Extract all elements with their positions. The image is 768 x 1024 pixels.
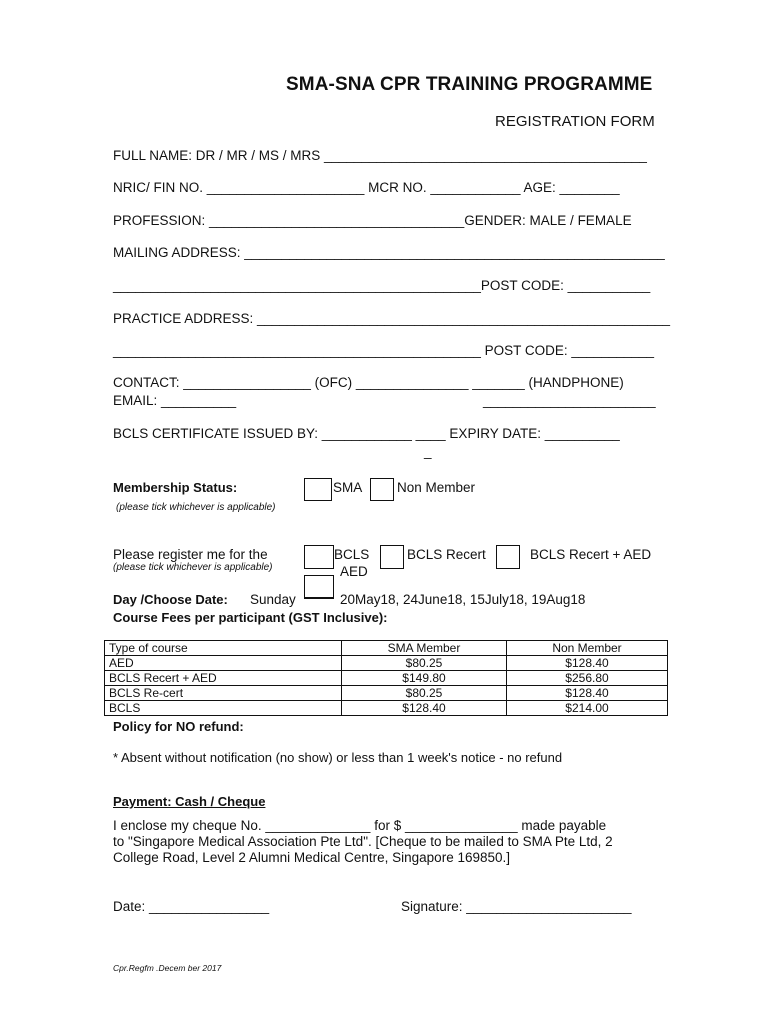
table-cell: $214.00	[507, 701, 668, 716]
table-cell: $128.40	[507, 656, 668, 671]
table-row	[105, 701, 668, 716]
table-cell: $149.80	[342, 671, 507, 686]
payment-line-3: College Road, Level 2 Alumni Medical Centre, Singapore 169850.]	[113, 850, 510, 865]
practice-postcode-field[interactable]: _________________________________________________ POST CODE: ___________	[113, 343, 655, 358]
payment-line-1[interactable]: I enclose my cheque No. ______________ for $ _______________ made payable	[113, 818, 607, 833]
mailing-postcode-field[interactable]: _________________________________________________POST CODE: ___________	[113, 278, 651, 293]
table-cell: $128.40	[342, 701, 507, 716]
contact-field[interactable]: CONTACT: _________________ (OFC) _______________ _______ (HANDPHONE)	[113, 375, 624, 390]
sma-checkbox[interactable]	[304, 478, 332, 501]
full-name-field[interactable]: FULL NAME: DR / MR / MS / MRS ___________________________________________	[113, 148, 647, 163]
table-cell: BCLS Re-cert	[105, 686, 342, 701]
non-member-label: Non Member	[397, 480, 476, 495]
bcls-recert-aed-label: BCLS Recert + AED	[530, 547, 652, 562]
table-header: Type of course	[105, 641, 342, 656]
table-cell: $80.25	[342, 686, 507, 701]
profession-gender-field[interactable]: PROFESSION: __________________________________GENDER: MALE / FEMALE	[113, 213, 632, 228]
table-cell: BCLS Recert + AED	[105, 671, 342, 686]
fees-table	[104, 640, 668, 716]
email-line-2[interactable]: _______________________	[483, 393, 656, 408]
form-title: SMA-SNA CPR TRAINING PROGRAMME	[286, 74, 653, 95]
table-row	[105, 671, 668, 686]
signature-field[interactable]: Signature: ______________________	[401, 899, 632, 914]
bcls-checkbox[interactable]	[304, 545, 334, 569]
date-label: Day /Choose Date:	[113, 592, 228, 607]
bcls-recert-checkbox[interactable]	[380, 545, 404, 569]
table-header: Non Member	[507, 641, 668, 656]
policy-heading: Policy for NO refund:	[113, 719, 244, 734]
bcls-recert-aed-checkbox[interactable]	[496, 545, 520, 569]
form-subtitle: REGISTRATION FORM	[495, 113, 655, 130]
bcls-dash: _	[424, 444, 432, 459]
table-cell: $128.40	[507, 686, 668, 701]
email-field[interactable]: EMAIL: __________	[113, 393, 237, 408]
table-cell: BCLS	[105, 701, 342, 716]
date-options: 20May18, 24June18, 15July18, 19Aug18	[340, 592, 586, 607]
aed-checkbox[interactable]	[304, 575, 334, 599]
non-member-checkbox[interactable]	[370, 478, 394, 501]
membership-hint: (please tick whichever is applicable)	[116, 502, 276, 513]
table-cell: $256.80	[507, 671, 668, 686]
practice-address-field[interactable]: PRACTICE ADDRESS: _______________________________________________________	[113, 311, 670, 326]
date-line	[304, 597, 334, 598]
payment-line-2: to "Singapore Medical Association Pte Ltd". [Cheque to be mailed to SMA Pte Ltd, 2	[113, 834, 613, 849]
table-row	[105, 656, 668, 671]
table-row	[105, 686, 668, 701]
fees-heading: Course Fees per participant (GST Inclusive):	[113, 610, 388, 625]
register-hint: (please tick whichever is applicable)	[113, 562, 273, 573]
payment-heading: Payment: Cash / Cheque	[113, 794, 266, 809]
table-cell: $80.25	[342, 656, 507, 671]
table-header: SMA Member	[342, 641, 507, 656]
register-label: Please register me for the	[113, 547, 268, 562]
date-day: Sunday	[250, 592, 296, 607]
bcls-certificate-field[interactable]: BCLS CERTIFICATE ISSUED BY: ____________ ____ EXPIRY DATE: __________	[113, 426, 620, 441]
membership-label: Membership Status:	[113, 480, 238, 495]
table-cell: AED	[105, 656, 342, 671]
policy-line: * Absent without notification (no show) or less than 1 week's notice - no refund	[113, 750, 563, 765]
footer-note: Cpr.Regfm .Decem ber 2017	[113, 963, 222, 973]
bcls-recert-label: BCLS Recert	[407, 547, 486, 562]
date-field[interactable]: Date: ________________	[113, 899, 270, 914]
nric-mcr-age-field[interactable]: NRIC/ FIN NO. _____________________ MCR NO. ____________ AGE: ________	[113, 180, 620, 195]
table-header-row	[105, 641, 668, 656]
mailing-address-field[interactable]: MAILING ADDRESS: ________________________________________________________	[113, 245, 665, 260]
sma-label: SMA	[333, 480, 363, 495]
aed-label: AED	[340, 564, 368, 579]
bcls-label: BCLS	[334, 547, 370, 562]
